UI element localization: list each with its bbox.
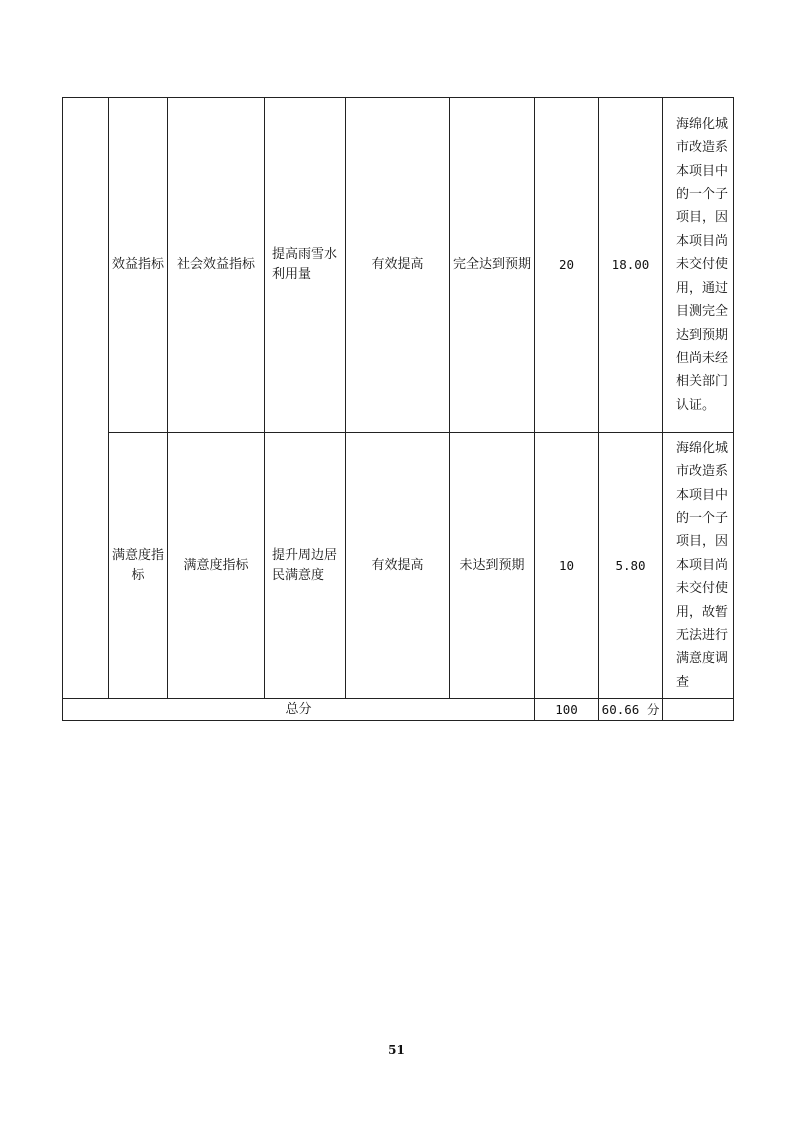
category-cell: 满意度指标 <box>109 433 168 699</box>
total-label: 总分 <box>63 699 535 721</box>
total-row <box>63 699 734 721</box>
target-cell: 有效提高 <box>346 433 450 699</box>
weight-cell: 20 <box>535 98 599 433</box>
total-remark-blank <box>663 699 734 721</box>
subcategory-cell: 社会效益指标 <box>168 98 265 433</box>
subcategory-cell: 满意度指标 <box>168 433 265 699</box>
actual-cell: 完全达到预期 <box>450 98 535 433</box>
table-row <box>63 433 734 699</box>
actual-cell: 未达到预期 <box>450 433 535 699</box>
remark-cell: 海绵化城市改造系本项目中的一个子项目，因本项目尚未交付使用，通过目测完全达到预期但尚未经相关部门认证。 <box>663 98 734 433</box>
total-weight: 100 <box>535 699 599 721</box>
total-score: 60.66 分 <box>599 699 663 721</box>
page-number: 51 <box>388 1043 405 1057</box>
score-cell: 5.80 <box>599 433 663 699</box>
indicator-cell: 提高雨雪水利用量 <box>265 98 346 433</box>
blank-cell <box>63 98 109 699</box>
table-row <box>63 98 734 433</box>
indicator-cell: 提升周边居民满意度 <box>265 433 346 699</box>
target-cell: 有效提高 <box>346 98 450 433</box>
score-cell: 18.00 <box>599 98 663 433</box>
category-cell: 效益指标 <box>109 98 168 433</box>
remark-cell: 海绵化城市改造系本项目中的一个子项目，因本项目尚未交付使用，故暂无法进行满意度调查 <box>663 433 734 699</box>
weight-cell: 10 <box>535 433 599 699</box>
performance-table <box>62 97 734 721</box>
